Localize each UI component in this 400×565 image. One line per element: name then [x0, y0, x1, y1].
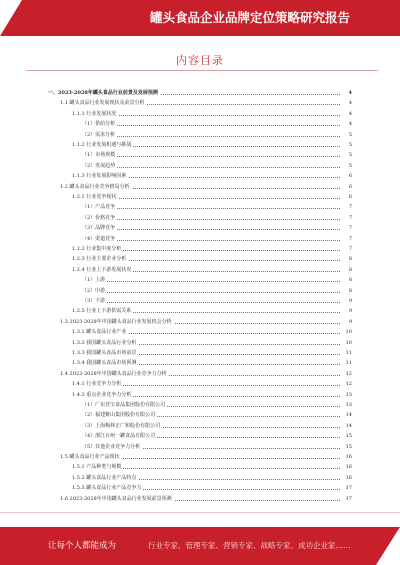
toc-entry[interactable] [0, 110, 400, 119]
toc-entry-title: 1.5.1 产品种类与规模 [72, 464, 122, 471]
toc-entry-page: 13 [340, 401, 352, 410]
toc-entry[interactable] [0, 193, 400, 202]
toc-leader-dots [82, 281, 348, 282]
toc-leader-dots [82, 125, 348, 126]
footer-corner-decoration [376, 527, 400, 565]
toc-entry[interactable] [0, 380, 400, 389]
toc-entry-title: （2）中游 [82, 287, 106, 294]
toc-entry-title: 1.3.4 我国罐头食品市场预测 [72, 360, 137, 367]
toc-entry[interactable] [0, 422, 400, 431]
toc-entry[interactable] [0, 235, 400, 244]
toc-entry[interactable] [0, 172, 400, 181]
toc-entry-title: （1）广东佳宝食品集团股份有限公司 [82, 402, 166, 408]
toc-entry[interactable] [0, 463, 400, 472]
header-corner-decoration [0, 0, 22, 36]
toc-entry-title: 1.6 2023-2028年中国罐头食品行业发展前景预测 [60, 495, 172, 502]
toc-entry-page: 10 [340, 339, 352, 348]
toc-leader-dots [82, 302, 348, 303]
toc-entry[interactable] [0, 255, 400, 264]
toc-entry[interactable] [0, 391, 400, 400]
toc-entry[interactable] [0, 162, 400, 171]
toc-entry-page: 8 [340, 276, 352, 285]
toc-entry-title: 1.3.3 我国罐头食品市场前景 [72, 350, 137, 356]
toc-entry-page: 7 [340, 203, 352, 212]
toc-entry-title: （4）浙江台州一罐食品有限公司 [82, 433, 156, 440]
toc-entry[interactable] [0, 411, 400, 420]
toc-entry-page: 8 [340, 287, 352, 296]
toc-entry-title: 1.3 2023-2028年中国罐头食品行业发展机会分析 [60, 318, 172, 325]
toc-entry-title: （1）供给分析 [82, 121, 116, 128]
toc-entry-page: 10 [340, 328, 352, 337]
toc-entry-title: 1.2.3 行业主要企业分析 [72, 256, 127, 263]
report-title: 罐头食品企业品牌定位策略研究报告 [149, 10, 350, 25]
toc-entry-page: 7 [340, 245, 352, 254]
toc-entry-title: 1.4 2023-2028年中国罐头食品行业竞争力分析 [60, 370, 167, 377]
toc-leader-dots [82, 229, 348, 230]
toc-leader-dots [82, 156, 348, 157]
toc-entry[interactable] [0, 266, 400, 275]
toc-entry-page: 5 [340, 141, 352, 150]
toc-leader-dots [82, 292, 348, 293]
toc-entry-page: 6 [340, 193, 352, 202]
toc-entry-title: 1.2.2 行业集中度分析 [72, 246, 122, 252]
toc-entry-page: 6 [340, 183, 352, 192]
report-header [0, 0, 400, 36]
toc-entry-title: （3）品牌竞争 [82, 225, 116, 232]
toc-entry[interactable] [0, 287, 400, 296]
toc-entry-page: 9 [340, 297, 352, 306]
toc-entry-title: （2）价格竞争 [82, 214, 116, 221]
toc-entry-title: （2）需求分析 [82, 131, 116, 138]
toc-entry-page: 5 [340, 131, 352, 140]
footer-banner [0, 527, 400, 565]
toc-entry[interactable] [0, 339, 400, 348]
toc-entry-title: 1.5.3 罐头食品行业产品竞争力 [72, 485, 142, 492]
toc-entry-page: 12 [340, 370, 352, 379]
toc-entry[interactable] [0, 401, 400, 410]
toc-entry-title: 1.5.2 罐头食品行业产品特点 [72, 474, 137, 481]
toc-entry-page: 8 [340, 255, 352, 264]
toc-entry-title: 1.1.3 行业发展影响因素 [72, 173, 127, 180]
toc-entry-page: 9 [340, 318, 352, 327]
toc-entry-title: 1.1 罐头食品行业发展现状及前景分析 [60, 100, 145, 107]
toc-entry-page: 5 [340, 162, 352, 171]
toc-entry-page: 15 [340, 432, 352, 441]
toc-entry-page: 4 [340, 89, 352, 98]
toc-entry[interactable] [0, 141, 400, 150]
toc-entry[interactable] [0, 151, 400, 160]
toc-entry-page: 12 [340, 380, 352, 389]
footer-divider [0, 512, 400, 513]
toc-entry-title: 1.4.1 行业竞争力分析 [72, 381, 122, 388]
toc-entry[interactable] [0, 328, 400, 337]
toc-entry[interactable] [0, 474, 400, 483]
toc-entry[interactable] [0, 245, 400, 254]
toc-entry-title: 1.1.1 行业发展状况 [72, 110, 117, 117]
toc-entry[interactable] [0, 318, 400, 327]
toc-entry[interactable] [0, 349, 400, 358]
toc-entry-page: 14 [340, 422, 352, 431]
toc-entry[interactable] [0, 89, 400, 98]
toc-entry-title: （2）福建紫山集团股份有限公司 [82, 412, 156, 419]
toc-entry-title: 1.2.1 行业竞争现状 [72, 194, 117, 200]
toc-entry-title: （3）下游 [82, 298, 106, 304]
toc-entry[interactable] [0, 214, 400, 223]
toc-entry-title: （1）上游 [82, 277, 106, 284]
toc-entry-page: 13 [340, 391, 352, 400]
toc-entry[interactable] [0, 203, 400, 212]
toc-entry-page: 8 [340, 266, 352, 275]
toc-entry-page: 5 [340, 151, 352, 160]
toc-entry-title: 1.2 罐头食品行业竞争格局分析 [60, 183, 130, 190]
toc-entry[interactable] [0, 183, 400, 192]
toc-entry[interactable] [0, 120, 400, 129]
toc-entry[interactable] [0, 359, 400, 368]
toc-entry[interactable] [0, 276, 400, 285]
toc-entry-title: 1.5 罐头食品行业产品现状 [60, 454, 120, 460]
toc-entry-page: 7 [340, 214, 352, 223]
toc-entry-page: 16 [340, 463, 352, 472]
toc-entry-page: 4 [340, 120, 352, 129]
toc-entry-title: 1.4.2 重点企业竞争力分析 [72, 391, 132, 398]
toc-entry[interactable] [0, 484, 400, 493]
toc-leader-dots [82, 136, 348, 137]
toc-entry-title: 1.1.2 行业发展机遇与挑战 [72, 142, 132, 148]
toc-entry-title: 一、2023-2028年罐头食品行业前景及发展预测 [48, 90, 158, 96]
toc-leader-dots [82, 208, 348, 209]
toc-entry-title: （1）市场规模 [82, 152, 116, 159]
toc-title: 内容目录 [176, 54, 224, 67]
toc-entry-page: 17 [340, 484, 352, 493]
toc-entry-page: 17 [340, 495, 352, 504]
toc-entry-title: 1.3.2 我国罐头食品行业分析 [72, 339, 137, 346]
toc-entry[interactable] [0, 453, 400, 462]
toc-entry-title: （2）发展趋势 [82, 162, 116, 169]
toc-entry-page: 6 [340, 172, 352, 181]
toc-entry-page: 7 [340, 224, 352, 233]
toc-entry-title: 1.3.1 罐头食品行业产业 [72, 329, 127, 336]
toc-entry[interactable] [0, 131, 400, 140]
toc-entry[interactable] [0, 307, 400, 316]
toc-entry-title: 1.2.5 行业上下游供需关系 [72, 308, 132, 315]
toc-entry-page: 16 [340, 474, 352, 483]
toc-entry[interactable] [0, 370, 400, 379]
toc-entry[interactable] [0, 443, 400, 452]
footer-tagline: 行业专家、管理专家、营销专家、战略专家、成功企业家…… [148, 541, 351, 550]
toc-entry-page: 7 [340, 235, 352, 244]
toc-entry[interactable] [0, 297, 400, 306]
toc-entry[interactable] [0, 224, 400, 233]
toc-entry[interactable] [0, 432, 400, 441]
toc-entry-page: 16 [340, 453, 352, 462]
toc-entry-page: 11 [340, 349, 352, 358]
toc-divider [26, 70, 378, 71]
toc-entry-page: 4 [340, 110, 352, 119]
toc-entry-page: 14 [340, 411, 352, 420]
toc-entry[interactable] [0, 99, 400, 108]
toc-entry-title: （5）其他企业竞争力分析 [82, 443, 141, 450]
toc-entry-title: 1.2.4 行业上下游发展状况 [72, 266, 132, 273]
toc-entry-page: 4 [340, 99, 352, 108]
toc-entry[interactable] [0, 495, 400, 504]
toc-entry-page: 9 [340, 307, 352, 316]
toc-leader-dots [82, 240, 348, 241]
toc-leader-dots [82, 167, 348, 168]
toc-entry-title: （3）上海梅林正广和股份有限公司 [82, 422, 161, 429]
toc-leader-dots [82, 219, 348, 220]
toc-entry-title: （1）产品竞争 [82, 204, 116, 211]
toc-entry-page: 11 [340, 359, 352, 368]
toc-entry-title: （4）渠道竞争 [82, 235, 116, 242]
toc-entry-page: 15 [340, 443, 352, 452]
footer-slogan: 让每个人都能成为 [48, 541, 117, 551]
